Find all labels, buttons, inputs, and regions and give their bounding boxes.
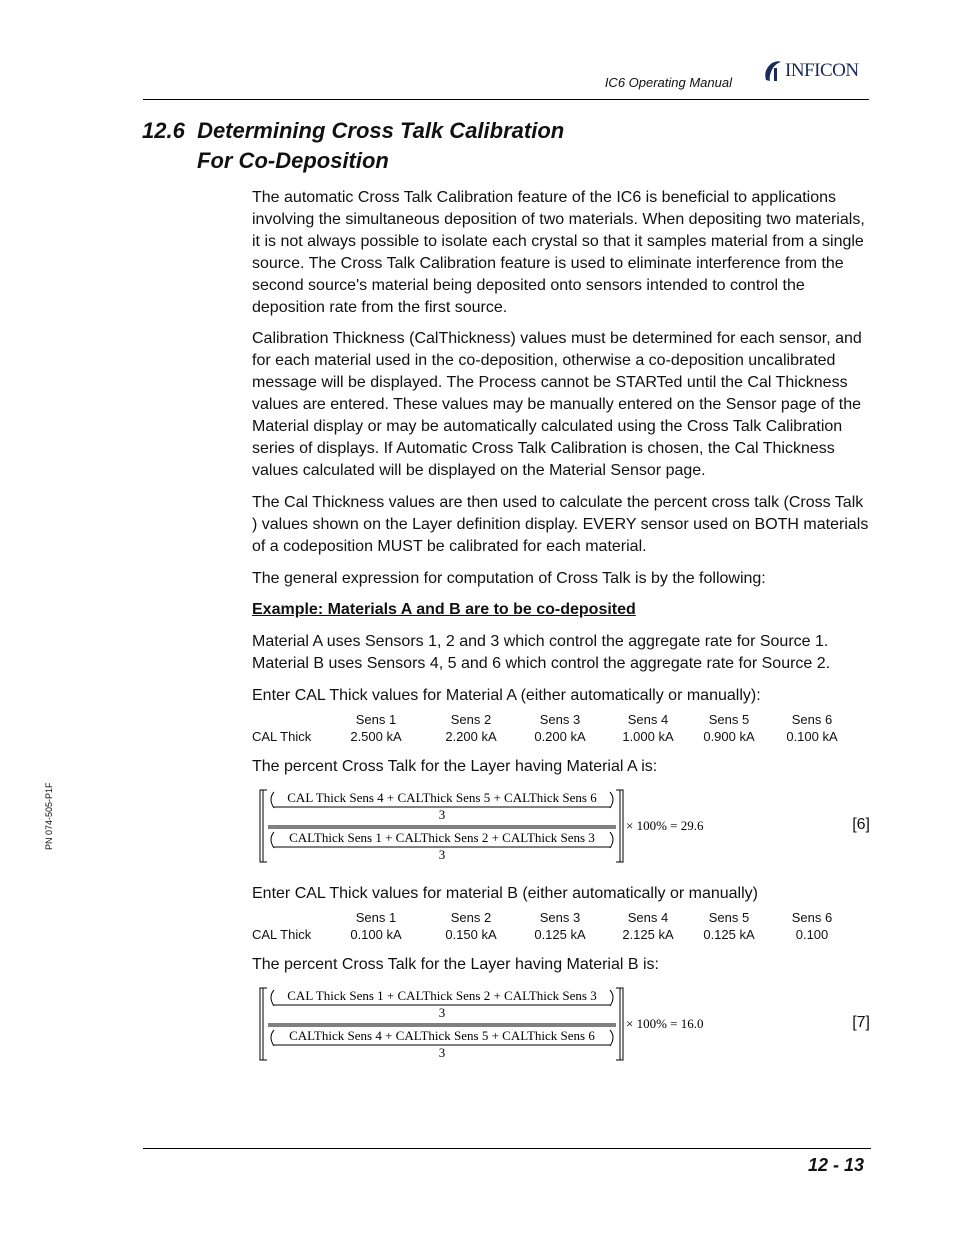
- material-b-result-intro: The percent Cross Talk for the Layer having Material B is:: [252, 955, 659, 973]
- formula-result: × 100% = 16.0: [626, 1015, 704, 1031]
- paragraph: The automatic Cross Talk Calibration feature of the IC6 is beneficial to applications involving the simultaneous deposition of two materials. When depositing two materials, it is not always possible to isolate each crystal so that it samples material from a single source. The Cross Talk Calibration feature is used to eliminate interference from the second source's material being deposited onto sensors intended to control the deposition rate from the first source.: [252, 189, 865, 316]
- section-number: 12.6: [142, 118, 185, 143]
- footer-rule: [143, 1148, 871, 1149]
- sensor-header: Sens 1: [355, 712, 397, 728]
- equation-number: [6]: [852, 815, 870, 833]
- equation-number: [7]: [852, 1013, 870, 1031]
- formula-divisor: 3: [438, 1044, 446, 1060]
- formula-result: × 100% = 29.6: [626, 817, 704, 833]
- cal-thick-label: CAL Thick: [252, 729, 312, 745]
- section-heading: [142, 116, 564, 176]
- cal-value: 0.150 kA: [445, 926, 497, 942]
- sensor-header: Sens 6: [791, 909, 833, 925]
- cal-value: 0.200 kA: [534, 729, 586, 745]
- formula-divisor: 3: [438, 1004, 446, 1020]
- manual-title: IC6 Operating Manual: [604, 75, 732, 90]
- cal-value: 0.125 kA: [703, 926, 755, 942]
- material-a-intro: Enter CAL Thick values for Material A (either automatically or manually):: [252, 687, 761, 705]
- formula-7-graphic: [252, 986, 732, 1062]
- sensor-header: Sens 4: [627, 909, 669, 925]
- sensor-header: Sens 2: [450, 909, 492, 925]
- material-a-cal-table: [252, 711, 872, 747]
- sensor-header: Sens 3: [539, 712, 581, 728]
- sensor-header: Sens 3: [539, 909, 581, 925]
- sensor-header: Sens 2: [450, 712, 492, 728]
- inficon-logo-icon: [762, 60, 782, 82]
- cal-value: 0.900 kA: [703, 729, 755, 745]
- inficon-logo: [762, 60, 859, 82]
- formula-numerator: CAL Thick Sens 1 + CALThick Sens 2 + CALThick Sens 3: [287, 987, 597, 1003]
- section-title-line1: Determining Cross Talk Calibration: [197, 118, 565, 143]
- sensor-header: Sens 4: [627, 712, 669, 728]
- cal-value: 2.200 kA: [445, 729, 497, 745]
- formula-divisor: 3: [438, 806, 446, 822]
- formula-divisor: 3: [438, 846, 446, 862]
- body-content: [252, 187, 872, 1081]
- logo-text: INFICON: [785, 60, 859, 81]
- formula-numerator: CAL Thick Sens 4 + CALThick Sens 5 + CALThick Sens 6: [287, 789, 597, 805]
- cal-value: 0.100: [795, 926, 829, 942]
- formula-7: [252, 986, 872, 1062]
- paragraph: Calibration Thickness (CalThickness) values must be determined for each sensor, and for each material used in the co-deposition, otherwise a co-deposition uncalibrated message will be displayed. The Process cannot be STARTed until the Cal Thickness values are entered. These values may be manually entered on the Sensor page of the Material display or may be automatically calculated using the Cross Talk Calibration series of displays. If Automatic Cross Talk Calibration is chosen, the Cal Thickness values calculated will be displayed on the Material Sensor page.: [252, 330, 862, 479]
- header-rule: [143, 99, 869, 100]
- sensor-header: Sens 5: [708, 712, 750, 728]
- sensor-header: Sens 5: [708, 909, 750, 925]
- sensor-header: Sens 1: [355, 909, 397, 925]
- cal-value: 1.000 kA: [622, 729, 674, 745]
- example-heading: Example: Materials A and B are to be co-deposited: [252, 601, 636, 619]
- formula-6: [252, 788, 872, 864]
- material-b-cal-table: [252, 909, 872, 945]
- material-b-intro: Enter CAL Thick values for material B (either automatically or manually): [252, 884, 758, 902]
- cal-value: 0.125 kA: [534, 926, 586, 942]
- cal-value: 0.100 kA: [350, 926, 402, 942]
- formula-denominator: CALThick Sens 4 + CALThick Sens 5 + CALThick Sens 6: [289, 1027, 595, 1043]
- formula-6-graphic: [252, 788, 732, 864]
- section-title-line2: For Co-Deposition: [197, 148, 389, 173]
- page-number: 12 - 13: [807, 1155, 864, 1175]
- sensor-header: Sens 6: [791, 712, 833, 728]
- cal-value: 2.125 kA: [622, 926, 674, 942]
- example-text: Material A uses Sensors 1, 2 and 3 which control the aggregate rate for Source 1. Material B uses Sensors 4, 5 and 6 which control the aggregate rate for Source 2.: [252, 633, 831, 673]
- cal-value: 2.500 kA: [350, 729, 402, 745]
- part-number: PN 074-505-P1F: [44, 782, 54, 850]
- cal-thick-label: CAL Thick: [252, 926, 312, 942]
- material-a-result-intro: The percent Cross Talk for the Layer having Material A is:: [252, 758, 658, 776]
- cal-value: 0.100 kA: [786, 729, 838, 745]
- paragraph: The general expression for computation of Cross Talk is by the following:: [252, 569, 766, 587]
- formula-denominator: CALThick Sens 1 + CALThick Sens 2 + CALThick Sens 3: [289, 829, 595, 845]
- paragraph: The Cal Thickness values are then used to calculate the percent cross talk (Cross Talk ) values shown on the Layer definition display. EVERY sensor used on BOTH materials of a codeposition MUST be calibrated for each material.: [252, 493, 869, 555]
